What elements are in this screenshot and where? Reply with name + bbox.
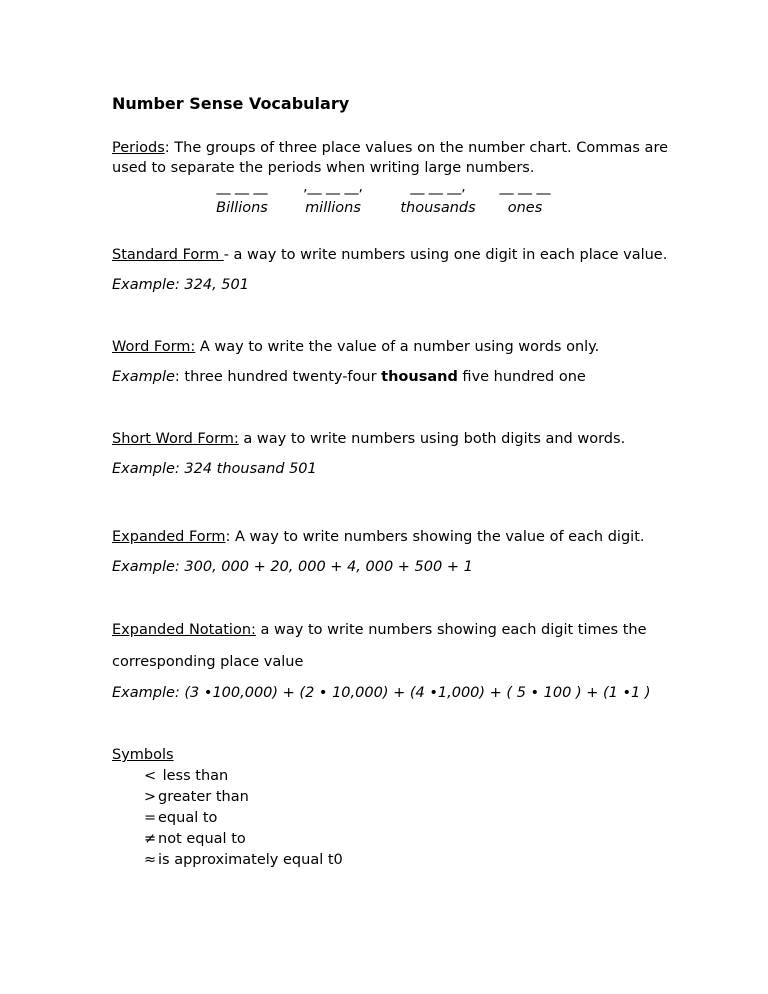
period-name: thousands: [400, 200, 476, 216]
word-form-def: A way to write the value of a number using words only.: [195, 339, 600, 355]
symbol-text: not equal to: [158, 831, 246, 847]
symbol-glyph: >: [144, 789, 157, 805]
period-ones: [470, 178, 580, 222]
expanded-notation-def-line-2: corresponding place value: [112, 654, 304, 670]
expanded-form-term: Expanded Form: [112, 529, 226, 545]
word-form-example: [112, 367, 586, 387]
period-chart: [0, 178, 768, 222]
symbol-less-than: [144, 766, 228, 786]
period-millions: [278, 178, 388, 222]
symbols-heading: Symbols: [112, 747, 174, 763]
standard-form-def: - a way to write numbers using one digit in each place value.: [223, 247, 668, 263]
word-form-definition: [112, 337, 599, 357]
expanded-form-def: : A way to write numbers showing the value of each digit.: [225, 529, 645, 545]
word-form-term: Word Form:: [112, 339, 196, 355]
symbol-not-equal-to: [144, 829, 246, 849]
standard-form-definition: [112, 245, 667, 265]
expanded-form-definition: [112, 527, 645, 547]
periods-term: Periods: [112, 140, 165, 156]
word-form-example-b: five hundred one: [457, 369, 586, 385]
word-form-example-a: : three hundred twenty-four: [174, 369, 382, 385]
expanded-form-example: Example: 300, 000 + 20, 000 + 4, 000 + 500 + 1: [112, 559, 473, 575]
expanded-notation-definition: [112, 620, 647, 640]
symbol-text: is approximately equal t0: [158, 852, 343, 868]
expanded-notation-def-line-1: a way to write numbers showing each digit times the: [255, 622, 647, 638]
expanded-notation-example: Example: (3 •100,000) + (2 • 10,000) + (4 •1,000) + ( 5 • 100 ) + (1 •1 ): [112, 685, 651, 701]
symbol-glyph: ≠: [144, 831, 157, 847]
symbol-text: less than: [158, 768, 229, 784]
standard-form-example: Example: 324, 501: [112, 277, 249, 293]
symbol-equal-to: [144, 808, 217, 828]
periods-definition: [112, 138, 668, 158]
expanded-notation-term: Expanded Notation:: [112, 622, 256, 638]
periods-def-line-2: used to separate the periods when writing large numbers.: [112, 160, 535, 176]
symbol-glyph: ≈: [144, 852, 157, 868]
symbol-approximately-equal: [144, 850, 343, 870]
period-blanks: __ __ __: [216, 179, 268, 195]
standard-form-term: Standard Form: [112, 247, 224, 263]
period-name: Billions: [216, 200, 268, 216]
period-blanks: ,__ __ __,: [303, 179, 363, 195]
word-form-example-bold: thousand: [381, 369, 458, 385]
symbol-glyph: =: [144, 810, 157, 826]
short-word-form-definition: [112, 429, 625, 449]
page-title: Number Sense Vocabulary: [112, 94, 350, 113]
short-word-form-term: Short Word Form:: [112, 431, 239, 447]
symbol-greater-than: [144, 787, 249, 807]
example-label: Example: [112, 369, 175, 385]
period-blanks: __ __ __: [499, 179, 551, 195]
symbol-text: equal to: [158, 810, 218, 826]
short-word-form-def: a way to write numbers using both digits and words.: [238, 431, 626, 447]
period-name: ones: [507, 200, 543, 216]
short-word-form-example: Example: 324 thousand 501: [112, 461, 317, 477]
periods-def-line-1: : The groups of three place values on the number chart. Commas are: [164, 140, 669, 156]
period-name: millions: [305, 200, 361, 216]
period-blanks: __ __ __,: [410, 179, 466, 195]
symbol-text: greater than: [158, 789, 249, 805]
symbol-glyph: <: [144, 768, 157, 784]
